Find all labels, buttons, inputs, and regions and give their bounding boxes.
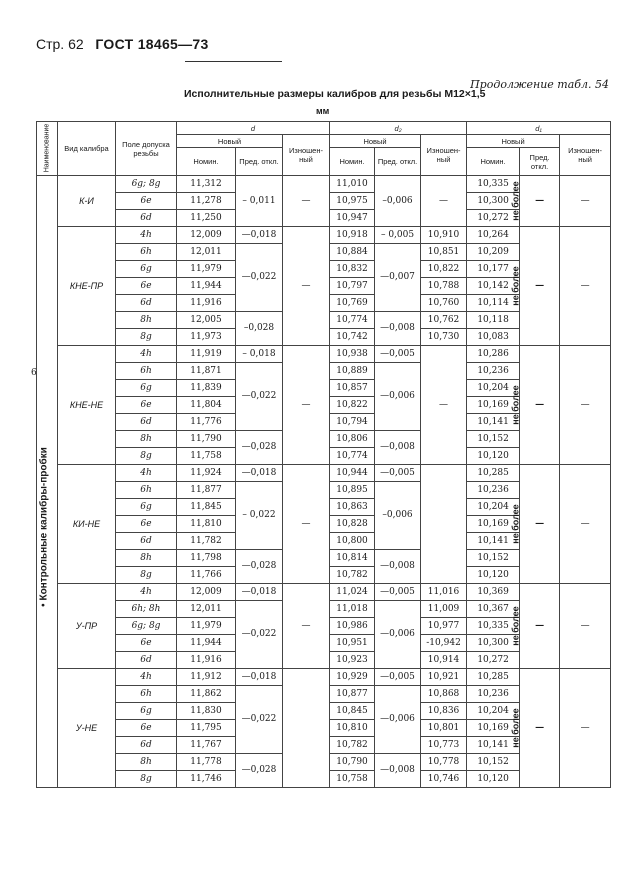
- tolerance-cell: 8g: [116, 448, 177, 465]
- d1-nominal-cell: 10,204: [467, 380, 520, 397]
- d2-worn-cell: 10,762: [421, 312, 467, 329]
- d1-pred-dash: —: [535, 280, 545, 291]
- d1-pred-cell: [510, 669, 560, 788]
- d1-nominal-cell: 10,141: [467, 414, 520, 431]
- side-page-number: 6: [31, 368, 37, 378]
- d1-pred-dash: —: [535, 518, 545, 529]
- d2-nominal-cell: 10,947: [330, 210, 375, 227]
- d2-pred-cell: —0,005: [375, 584, 421, 601]
- calibers-table: [36, 121, 611, 788]
- tolerance-cell: 6g: [116, 380, 177, 397]
- col-name-label: Наименование: [43, 123, 50, 172]
- d2-nominal-cell: 10,938: [330, 346, 375, 363]
- d-pred-cell: —0,028: [236, 431, 283, 465]
- d-nominal-header: Номин.: [177, 148, 236, 176]
- tolerance-cell: 6h: [116, 686, 177, 703]
- d-nominal-cell: 11,845: [177, 499, 236, 516]
- tolerance-cell: 8h: [116, 431, 177, 448]
- d2-nominal-cell: 10,810: [330, 720, 375, 737]
- d-nominal-cell: 11,871: [177, 363, 236, 380]
- d1-worn-cell: —: [560, 584, 611, 669]
- d-nominal-cell: 11,790: [177, 431, 236, 448]
- d2-nominal-cell: 10,986: [330, 618, 375, 635]
- d-worn-cell: [283, 669, 330, 788]
- tolerance-cell: 6h; 8h: [116, 601, 177, 618]
- d2-nominal-cell: 10,758: [330, 771, 375, 788]
- d2-worn-cell: 10,868: [421, 686, 467, 703]
- d1-nominal-cell: 10,169: [467, 516, 520, 533]
- d1-nominal-cell: 10,335: [467, 618, 520, 635]
- d2-new-header: Новый: [330, 135, 421, 148]
- d2-nominal-cell: 11,024: [330, 584, 375, 601]
- d-nominal-cell: 11,839: [177, 380, 236, 397]
- col-name-label-box: [36, 121, 57, 174]
- d2-nominal-cell: 10,863: [330, 499, 375, 516]
- tolerance-cell: 4h: [116, 346, 177, 363]
- d-nominal-cell: 11,312: [177, 176, 236, 193]
- d1-nominal-cell: 10,141: [467, 737, 520, 754]
- d2-nominal-cell: 10,832: [330, 261, 375, 278]
- d2-nominal-cell: 10,782: [330, 567, 375, 584]
- d1-nominal-cell: 10,152: [467, 754, 520, 771]
- d1-nominal-cell: 10,204: [467, 499, 520, 516]
- d2-nominal-cell: 10,797: [330, 278, 375, 295]
- tolerance-cell: 6d: [116, 210, 177, 227]
- d1-nominal-cell: 10,114: [467, 295, 520, 312]
- d1-nominal-cell: 10,169: [467, 720, 520, 737]
- d-nominal-cell: 12,009: [177, 227, 236, 244]
- d2-nominal-header: Номин.: [330, 148, 375, 176]
- d2-nominal-cell: 10,814: [330, 550, 375, 567]
- d1-nominal-cell: 10,286: [467, 346, 520, 363]
- table-row: [37, 227, 611, 244]
- d2-nominal-cell: 10,877: [330, 686, 375, 703]
- not-more-label: не более: [510, 504, 521, 544]
- d-nominal-cell: 11,916: [177, 295, 236, 312]
- table-body: [37, 176, 611, 788]
- not-more-label: не более: [510, 181, 521, 221]
- tolerance-cell: 8h: [116, 312, 177, 329]
- table-row: [37, 584, 611, 601]
- d1-pred-dash: —: [535, 195, 545, 206]
- d2-pred-cell: —0,006: [375, 363, 421, 431]
- d2-nominal-cell: 10,774: [330, 312, 375, 329]
- d1-nominal-cell: 10,300: [467, 193, 520, 210]
- not-more-label: не более: [510, 266, 521, 306]
- d1-nominal-header: Номин.: [467, 148, 520, 176]
- d1-nominal-cell: 10,152: [467, 550, 520, 567]
- d2-nominal-cell: 10,951: [330, 635, 375, 652]
- d2-worn-cell: 10,788: [421, 278, 467, 295]
- not-more-label: не более: [510, 708, 521, 748]
- table-head: [37, 122, 611, 176]
- d2-worn-cell: 10,746: [421, 771, 467, 788]
- d1-nominal-cell: 10,120: [467, 771, 520, 788]
- d2-worn-cell: —: [421, 176, 467, 227]
- d1-worn-cell: —: [560, 346, 611, 465]
- tolerance-cell: 8g: [116, 771, 177, 788]
- d-nominal-cell: 11,798: [177, 550, 236, 567]
- d2-pred-cell: —0,008: [375, 431, 421, 465]
- d-nominal-cell: 12,011: [177, 244, 236, 261]
- d2-nominal-cell: 10,769: [330, 295, 375, 312]
- kind-cell: К-И: [58, 176, 116, 227]
- d2-nominal-cell: 10,790: [330, 754, 375, 771]
- table-row: [37, 465, 611, 482]
- d1-pred-cell: [510, 227, 560, 346]
- d-nominal-cell: 11,944: [177, 635, 236, 652]
- page-label: Стр. 62: [36, 36, 84, 52]
- d-nominal-cell: 11,862: [177, 686, 236, 703]
- d-pred-cell: —0,022: [236, 601, 283, 669]
- d1-pred-cell: [510, 346, 560, 465]
- d-pred-cell: – 0,011: [236, 176, 283, 227]
- d2-pred-cell: —0,008: [375, 754, 421, 788]
- kind-cell: КНЕ-НЕ: [58, 346, 116, 465]
- d-nominal-cell: 11,767: [177, 737, 236, 754]
- d1-nominal-cell: 10,264: [467, 227, 520, 244]
- d-nominal-cell: 11,758: [177, 448, 236, 465]
- tolerance-cell: 6e: [116, 635, 177, 652]
- d2-pred-cell: —0,006: [375, 601, 421, 669]
- tolerance-cell: 8g: [116, 567, 177, 584]
- d2-worn-cell: 10,773: [421, 737, 467, 754]
- d1-nominal-cell: 10,209: [467, 244, 520, 261]
- d1-worn-cell: —: [560, 669, 611, 788]
- d2-nominal-cell: 11,018: [330, 601, 375, 618]
- d1-pred-dash: —: [535, 399, 545, 410]
- d1-nominal-cell: 10,300: [467, 635, 520, 652]
- d2-worn-cell: 10,914: [421, 652, 467, 669]
- col-d1-header: d₁: [467, 122, 611, 135]
- d-nominal-cell: 11,912: [177, 669, 236, 686]
- d-nominal-cell: 11,979: [177, 261, 236, 278]
- d1-nominal-cell: 10,120: [467, 567, 520, 584]
- d-nominal-cell: 11,979: [177, 618, 236, 635]
- d1-nominal-cell: 10,272: [467, 210, 520, 227]
- kind-cell: У-ПР: [58, 584, 116, 669]
- table-row: [37, 346, 611, 363]
- tolerance-cell: 6h: [116, 363, 177, 380]
- d-nominal-cell: 12,011: [177, 601, 236, 618]
- d-pred-cell: —0,018: [236, 227, 283, 244]
- kind-cell: КНЕ-ПР: [58, 227, 116, 346]
- tolerance-cell: 6g: [116, 499, 177, 516]
- d-nominal-cell: 11,924: [177, 465, 236, 482]
- d2-nominal-cell: 10,800: [330, 533, 375, 550]
- d1-pred-cell: [510, 465, 560, 584]
- d2-nominal-cell: 10,742: [330, 329, 375, 346]
- d2-nominal-cell: 10,929: [330, 669, 375, 686]
- group-label-box: [30, 447, 58, 601]
- d2-pred-cell: – 0,005: [375, 227, 421, 244]
- d2-nominal-cell: 11,010: [330, 176, 375, 193]
- tolerance-cell: 4h: [116, 227, 177, 244]
- d-pred-cell: —0,028: [236, 550, 283, 584]
- d-worn-cell: —: [283, 346, 330, 465]
- d-worn-cell: —: [283, 227, 330, 346]
- d-worn-cell: —: [283, 584, 330, 669]
- tolerance-cell: 8h: [116, 754, 177, 771]
- d2-nominal-cell: 10,774: [330, 448, 375, 465]
- d2-nominal-cell: 10,857: [330, 380, 375, 397]
- header-rule: [185, 61, 282, 62]
- d-nominal-cell: 11,278: [177, 193, 236, 210]
- tolerance-cell: 6g; 8g: [116, 618, 177, 635]
- d2-worn-cell: 10,851: [421, 244, 467, 261]
- d2-nominal-cell: 10,822: [330, 397, 375, 414]
- d2-worn-cell: 10,910: [421, 227, 467, 244]
- table-row: [37, 176, 611, 193]
- d1-nominal-cell: 10,367: [467, 601, 520, 618]
- tolerance-cell: 6d: [116, 737, 177, 754]
- d-pred-cell: – 0,022: [236, 482, 283, 550]
- d-pred-header: Пред. откл.: [236, 148, 283, 176]
- d2-worn-cell: 10,822: [421, 261, 467, 278]
- d-worn-header: Изношен-ный: [283, 135, 330, 176]
- d2-nominal-cell: 10,918: [330, 227, 375, 244]
- d1-worn-cell: —: [560, 176, 611, 227]
- d1-nominal-cell: 10,335: [467, 176, 520, 193]
- d-pred-cell: – 0,018: [236, 346, 283, 363]
- d2-worn-cell: 10,921: [421, 669, 467, 686]
- d1-nominal-cell: 10,083: [467, 329, 520, 346]
- d-nominal-cell: 12,009: [177, 584, 236, 601]
- d-nominal-cell: 11,782: [177, 533, 236, 550]
- d-pred-cell: —0,018: [236, 584, 283, 601]
- table-title: Исполнительные размеры калибров для резьбы М12×1,5: [184, 88, 486, 100]
- d2-pred-cell: —0,005: [375, 346, 421, 363]
- d1-pred-cell: [510, 176, 560, 227]
- d-nominal-cell: 11,973: [177, 329, 236, 346]
- d2-pred-cell: —0,008: [375, 550, 421, 584]
- kind-cell: КИ-НЕ: [58, 465, 116, 584]
- d2-worn-cell: 11,016: [421, 584, 467, 601]
- d2-pred-cell: –0,006: [375, 482, 421, 550]
- d2-nominal-cell: 10,944: [330, 465, 375, 482]
- d2-nominal-cell: 10,828: [330, 516, 375, 533]
- d-nominal-cell: 11,830: [177, 703, 236, 720]
- tolerance-cell: 6d: [116, 533, 177, 550]
- d1-pred-dash: —: [535, 620, 545, 631]
- d1-nominal-cell: 10,204: [467, 703, 520, 720]
- group-label: • Контрольные калибры-пробки: [39, 447, 50, 607]
- d-pred-cell: —0,018: [236, 465, 283, 482]
- d-worn-cell: —: [283, 176, 330, 227]
- d2-pred-cell: —0,006: [375, 686, 421, 754]
- d2-pred-cell: —0,005: [375, 669, 421, 686]
- d-nominal-cell: 11,795: [177, 720, 236, 737]
- col-kind-header: Вид калибра: [58, 122, 116, 176]
- d-pred-cell: —0,022: [236, 244, 283, 312]
- d2-nominal-cell: 10,895: [330, 482, 375, 499]
- d2-nominal-cell: 10,806: [330, 431, 375, 448]
- tolerance-cell: 6d: [116, 295, 177, 312]
- tolerance-cell: 8h: [116, 550, 177, 567]
- d-nominal-cell: 11,916: [177, 652, 236, 669]
- d2-worn-cell: —: [421, 346, 467, 465]
- tolerance-cell: 6e: [116, 278, 177, 295]
- d-nominal-cell: 11,919: [177, 346, 236, 363]
- d-nominal-cell: 11,877: [177, 482, 236, 499]
- d2-worn-cell: 10,730: [421, 329, 467, 346]
- d2-worn-header: Изношен-ный: [421, 135, 467, 176]
- table-row: [37, 669, 611, 686]
- d-nominal-cell: 11,944: [177, 278, 236, 295]
- tolerance-cell: 6g: [116, 261, 177, 278]
- d2-worn-cell: [421, 465, 467, 584]
- d1-new-header: Новый: [467, 135, 560, 148]
- d-pred-cell: –0,028: [236, 312, 283, 346]
- d-new-header: Новый: [177, 135, 283, 148]
- d1-nominal-cell: 10,236: [467, 363, 520, 380]
- tolerance-cell: 6h: [116, 482, 177, 499]
- d-pred-cell: —0,022: [236, 686, 283, 754]
- d1-worn-cell: —: [560, 465, 611, 584]
- d-pred-cell: —0,018: [236, 669, 283, 686]
- d2-worn-cell: 10,760: [421, 295, 467, 312]
- d1-nominal-cell: 10,272: [467, 652, 520, 669]
- tolerance-cell: 4h: [116, 669, 177, 686]
- tolerance-cell: 6e: [116, 397, 177, 414]
- not-more-label: не более: [510, 606, 521, 646]
- d-nominal-cell: 11,776: [177, 414, 236, 431]
- d2-nominal-cell: 10,923: [330, 652, 375, 669]
- d1-nominal-cell: 10,169: [467, 397, 520, 414]
- d1-pred-dash: —: [535, 722, 545, 733]
- page-header: [36, 36, 209, 52]
- tolerance-cell: 4h: [116, 584, 177, 601]
- d2-nominal-cell: 10,845: [330, 703, 375, 720]
- d-pred-cell: —0,022: [236, 363, 283, 431]
- d-nominal-cell: 11,778: [177, 754, 236, 771]
- d2-nominal-cell: 10,889: [330, 363, 375, 380]
- d2-nominal-cell: 10,782: [330, 737, 375, 754]
- d2-nominal-cell: 10,975: [330, 193, 375, 210]
- d2-worn-cell: 10,801: [421, 720, 467, 737]
- d-nominal-cell: 11,804: [177, 397, 236, 414]
- tolerance-cell: 4h: [116, 465, 177, 482]
- d2-worn-cell: -10,942: [421, 635, 467, 652]
- d2-nominal-cell: 10,794: [330, 414, 375, 431]
- tolerance-cell: 6d: [116, 652, 177, 669]
- d2-worn-cell: 10,977: [421, 618, 467, 635]
- col-d2-header: d₂: [330, 122, 467, 135]
- d-nominal-cell: 12,005: [177, 312, 236, 329]
- tolerance-cell: 6h: [116, 244, 177, 261]
- d1-nominal-cell: 10,236: [467, 482, 520, 499]
- tolerance-cell: 6g; 8g: [116, 176, 177, 193]
- col-d-header: d: [177, 122, 330, 135]
- d2-pred-header: Пред. откл.: [375, 148, 421, 176]
- d1-nominal-cell: 10,141: [467, 533, 520, 550]
- d1-worn-cell: —: [560, 227, 611, 346]
- d-nominal-cell: 11,766: [177, 567, 236, 584]
- tolerance-cell: 6e: [116, 720, 177, 737]
- d-pred-cell: —0,028: [236, 754, 283, 788]
- d2-pred-cell: —0,008: [375, 312, 421, 346]
- not-more-label: не более: [510, 385, 521, 425]
- tolerance-cell: 6g: [116, 703, 177, 720]
- d2-pred-cell: —0,005: [375, 465, 421, 482]
- d1-nominal-cell: 10,285: [467, 669, 520, 686]
- d1-nominal-cell: 10,369: [467, 584, 520, 601]
- unit-label: мм: [316, 106, 330, 116]
- tolerance-cell: 6e: [116, 516, 177, 533]
- standard-number: ГОСТ 18465—73: [95, 36, 209, 52]
- d-nominal-cell: 11,250: [177, 210, 236, 227]
- d1-nominal-cell: 10,120: [467, 448, 520, 465]
- d2-worn-cell: 11,009: [421, 601, 467, 618]
- tolerance-cell: 8g: [116, 329, 177, 346]
- d1-nominal-cell: 10,142: [467, 278, 520, 295]
- tolerance-cell: 6d: [116, 414, 177, 431]
- d1-nominal-cell: 10,285: [467, 465, 520, 482]
- d1-pred-header: Пред. откл.: [520, 148, 560, 176]
- d1-worn-header: Изношен-ный: [560, 135, 611, 176]
- d1-nominal-cell: 10,118: [467, 312, 520, 329]
- continuation-note: Продолжение табл. 54: [470, 78, 609, 91]
- d2-pred-cell: —0,007: [375, 244, 421, 312]
- d-worn-cell: —: [283, 465, 330, 584]
- d2-pred-cell: –0,006: [375, 176, 421, 227]
- d1-pred-cell: [510, 584, 560, 669]
- d1-nominal-cell: 10,236: [467, 686, 520, 703]
- d1-nominal-cell: 10,177: [467, 261, 520, 278]
- col-tol-header: Поле допуска резьбы: [116, 122, 177, 176]
- d2-nominal-cell: 10,884: [330, 244, 375, 261]
- kind-cell: У-НЕ: [58, 669, 116, 788]
- d1-nominal-cell: 10,152: [467, 431, 520, 448]
- d-nominal-cell: 11,746: [177, 771, 236, 788]
- d2-worn-cell: 10,836: [421, 703, 467, 720]
- d-nominal-cell: 11,810: [177, 516, 236, 533]
- tolerance-cell: 6e: [116, 193, 177, 210]
- d2-worn-cell: 10,778: [421, 754, 467, 771]
